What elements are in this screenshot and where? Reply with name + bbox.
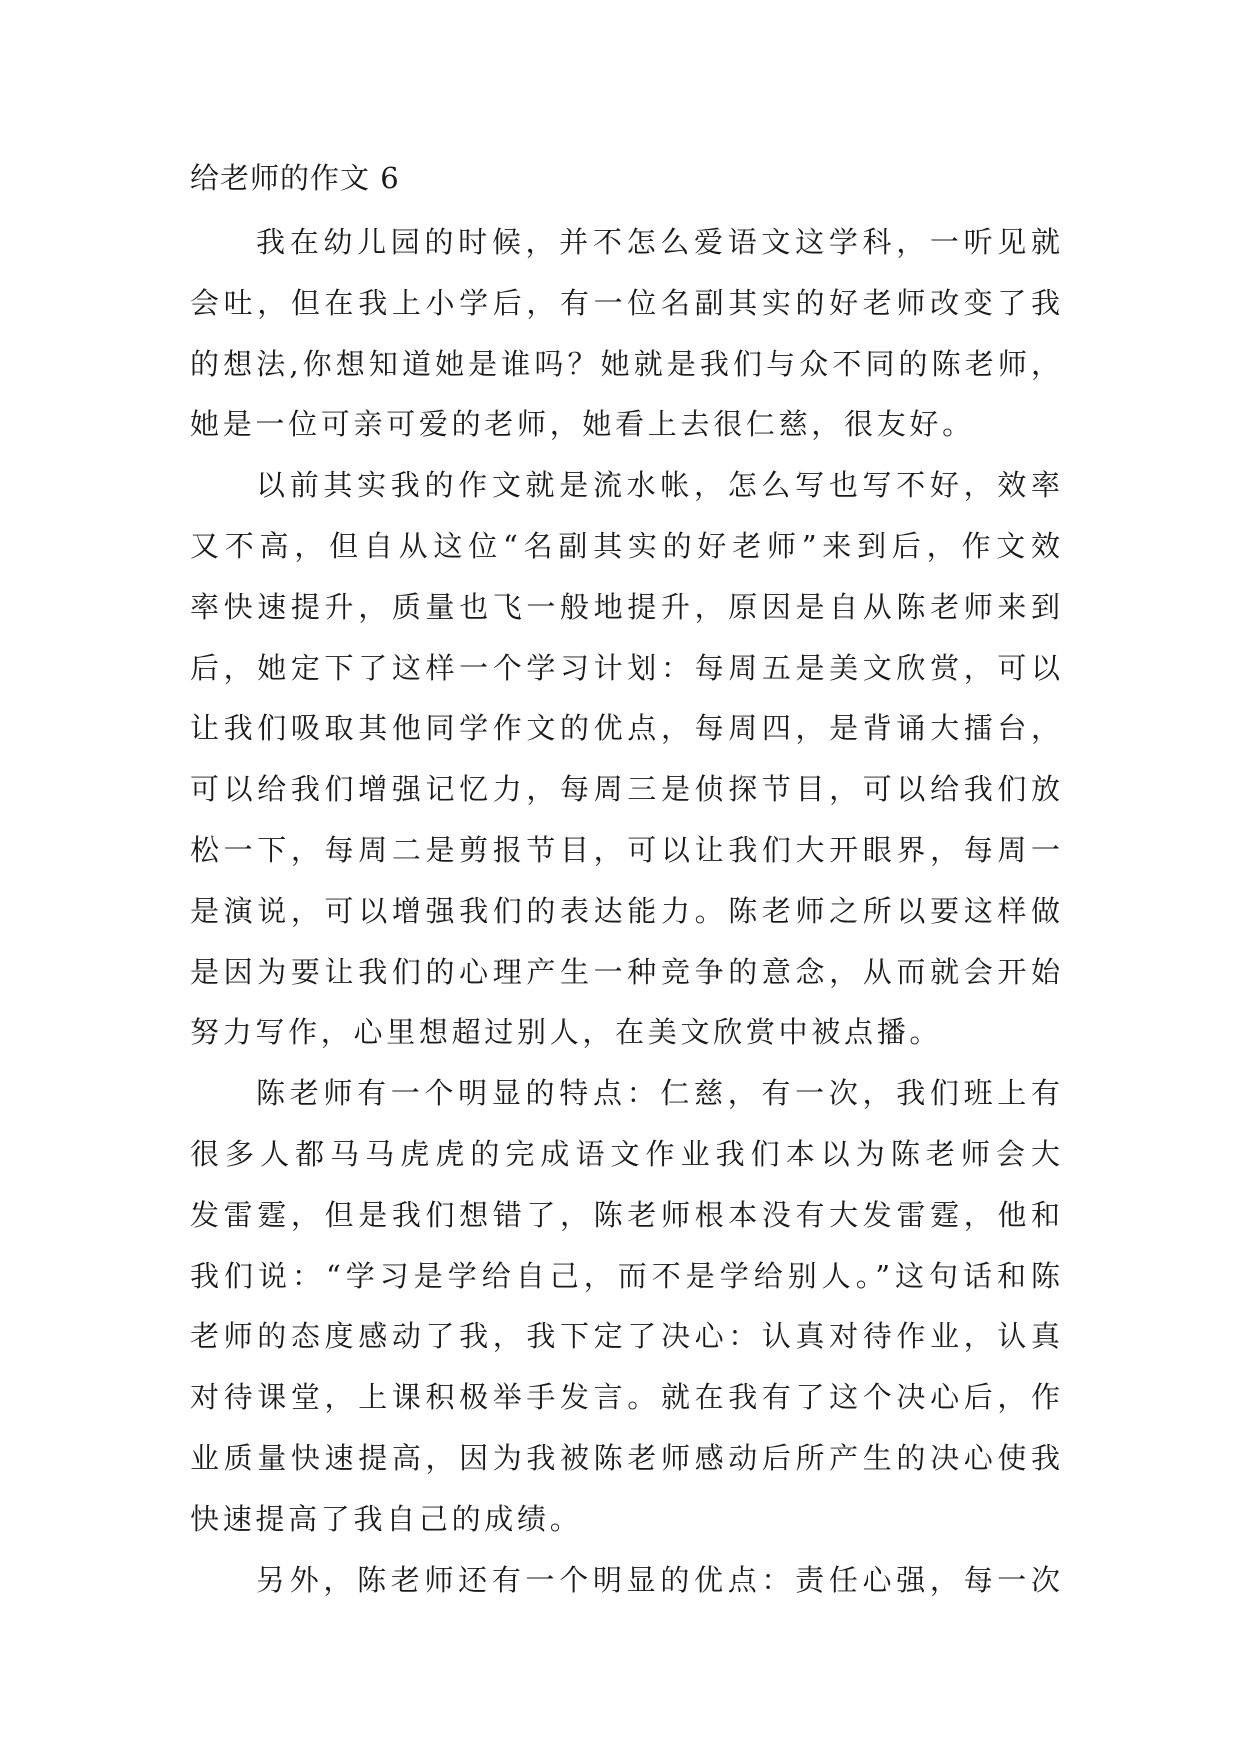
text-line: 让我们吸取其他同学作文的优点，每周四，是背诵大擂台， xyxy=(190,711,1060,746)
text-line: 业质量快速提高，因为我被陈老师感动后所产生的决心使我 xyxy=(190,1440,1060,1475)
text-line: 松一下，每周二是剪报节目，可以让我们大开眼界，每周一 xyxy=(190,832,1060,867)
text-line: 对待课堂，上课积极举手发言。就在我有了这个决心后，作 xyxy=(190,1380,1060,1415)
text-line: 我在幼儿园的时候，并不怎么爱语文这学科，一听见就 xyxy=(256,225,1060,259)
text-line: 又不高，但自从这位“名副其实的好老师”来到后，作文效 xyxy=(190,528,1060,563)
text-line: 努力写作，心里想超过别人，在美文欣赏中被点播。 xyxy=(190,1015,943,1050)
text-line: 老师的态度感动了我，我下定了决心：认真对待作业，认真 xyxy=(190,1319,1060,1354)
text-line: 是因为要让我们的心理产生一种竞争的意念，从而就会开始 xyxy=(190,954,1060,989)
text-line: 后，她定下了这样一个学习计划：每周五是美文欣赏，可以 xyxy=(190,650,1060,685)
document-body xyxy=(190,222,1060,1620)
text-line: 快速提高了我自己的成绩。 xyxy=(190,1501,583,1536)
text-line: 她是一位可亲可爱的老师，她看上去很仁慈，很友好。 xyxy=(190,407,975,442)
text-line: 很多人都马马虎虎的完成语文作业我们本以为陈老师会大 xyxy=(190,1136,1060,1171)
text-line: 率快速提升，质量也飞一般地提升，原因是自从陈老师来到 xyxy=(190,589,1060,624)
text-line: 发雷霆，但是我们想错了，陈老师根本没有大发雷霆，他和 xyxy=(190,1197,1060,1232)
text-line: 以前其实我的作文就是流水帐，怎么写也写不好，效率 xyxy=(256,468,1060,503)
text-line: 我们说：“学习是学给自己，而不是学给别人。”这句话和陈 xyxy=(190,1258,1060,1293)
text-line: 是演说，可以增强我们的表达能力。陈老师之所以要这样做 xyxy=(190,893,1060,928)
text-line: 的想法,你想知道她是谁吗？她就是我们与众不同的陈老师， xyxy=(190,346,1060,381)
text-line: 陈老师有一个明显的特点：仁慈，有一次，我们班上有 xyxy=(256,1076,1060,1111)
text-line: 另外，陈老师还有一个明显的优点：责任心强，每一次 xyxy=(256,1562,1060,1597)
text-line: 会吐，但在我上小学后，有一位名副其实的好老师改变了我 xyxy=(190,285,1060,320)
document-title: 给老师的作文 6 xyxy=(190,161,400,195)
text-line: 可以给我们增强记忆力，每周三是侦探节目，可以给我们放 xyxy=(190,772,1060,807)
